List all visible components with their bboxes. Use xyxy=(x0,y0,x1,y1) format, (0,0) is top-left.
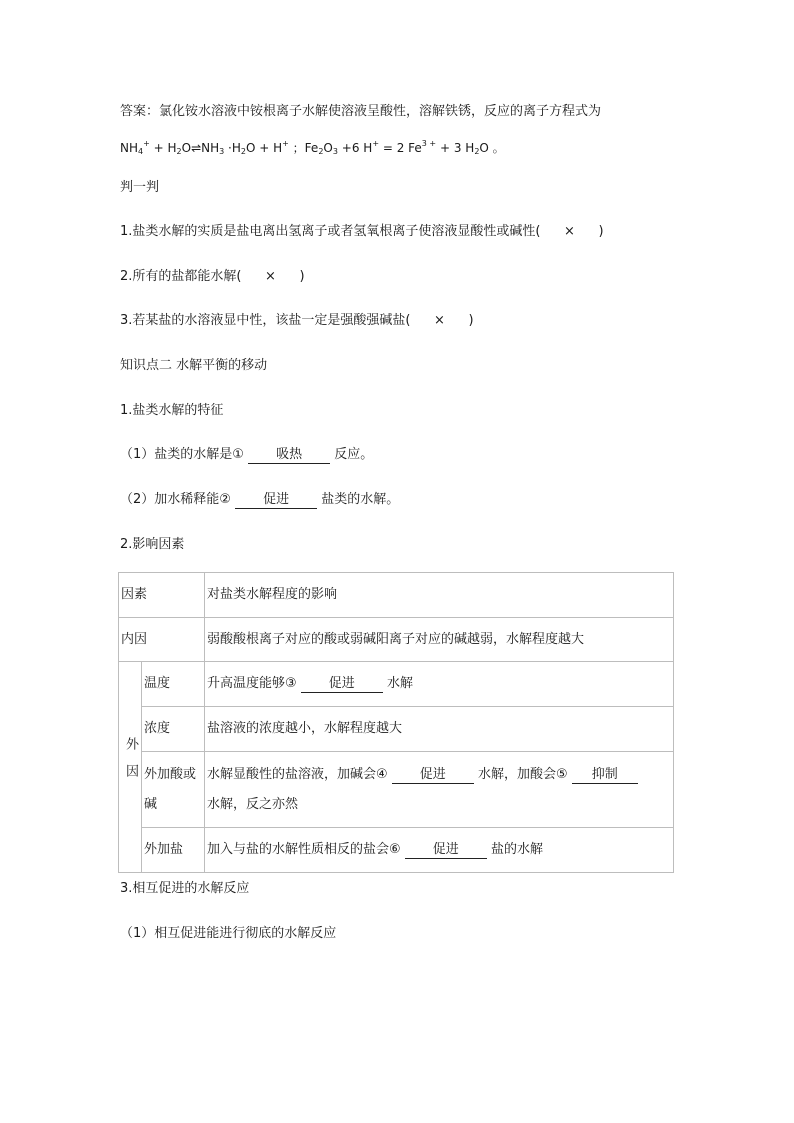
factors-table xyxy=(118,572,674,873)
section2-sub2: 2.影响因素 xyxy=(120,537,185,552)
judge-mark-3: × xyxy=(434,313,445,328)
section2-title: 知识点二 水解平衡的移动 xyxy=(120,358,268,373)
fill-blank-3: 促进 xyxy=(301,676,383,693)
table-header-effect: 对盐类水解程度的影响 xyxy=(205,573,674,618)
table-salt-text: 加入与盐的水解性质相反的盐会⑥ 促进 盐的水解 xyxy=(205,828,674,873)
table-temp-label: 温度 xyxy=(142,662,205,707)
table-row-inner xyxy=(119,618,674,662)
answer-equation: $NH_4^+$ + $H_2O\rightleftharpoons NH_3 \cdot H_2O + H^+$ ；$Fe_2O_3 +6$ H+ = 2 $Fe^{3 +} + 3$ $H_2O$ 。 xyxy=(120,139,505,156)
table-row-header xyxy=(119,573,674,618)
fill-blank-1: 吸热 xyxy=(248,447,330,464)
section2-p2: （2）加水稀释能② 促进 盐类的水解。 xyxy=(120,492,400,507)
table-salt-label: 外加盐 xyxy=(142,828,205,873)
answer-text: 答案：氯化铵水溶液中铵根离子水解使溶液呈酸性，溶解铁锈，反应的离子方程式为 xyxy=(120,104,602,119)
table-row-conc xyxy=(119,707,674,752)
fill-blank-4: 促进 xyxy=(392,767,474,784)
table-outer-label: 外因 xyxy=(119,662,142,873)
section3-p1: （1）相互促进能进行彻底的水解反应 xyxy=(120,926,337,941)
table-acid-label: 外加酸或 碱 xyxy=(142,752,205,828)
section2-sub1: 1.盐类水解的特征 xyxy=(120,403,224,418)
table-header-factor: 因素 xyxy=(119,573,205,618)
table-row-acid xyxy=(119,752,674,828)
table-row-salt xyxy=(119,828,674,873)
judge-mark-2: × xyxy=(265,269,276,284)
judge-item-2: 2.所有的盐都能水解( × ) xyxy=(120,269,305,284)
table-temp-text: 升高温度能够③ 促进 水解 xyxy=(205,662,674,707)
section3-title: 3.相互促进的水解反应 xyxy=(120,881,250,896)
judge-item-3: 3.若某盐的水溶液显中性，该盐一定是强酸强碱盐( × ) xyxy=(120,313,474,328)
fill-blank-5: 抑制 xyxy=(572,767,638,784)
table-acid-text: 水解显酸性的盐溶液，加碱会④ 促进 水解，加酸会⑤ 抑制 水解，反之亦然 xyxy=(205,752,674,828)
table-conc-label: 浓度 xyxy=(142,707,205,752)
section2-p1: （1）盐类的水解是① 吸热 反应。 xyxy=(120,447,374,462)
table-conc-text: 盐溶液的浓度越小，水解程度越大 xyxy=(205,707,674,752)
table-inner-label: 内因 xyxy=(119,618,205,662)
judge-mark-1: × xyxy=(564,224,575,239)
fill-blank-6: 促进 xyxy=(405,842,487,859)
judge-item-1: 1.盐类水解的实质是盐电离出氢离子或者氢氧根离子使溶液显酸性或碱性( × ) xyxy=(120,224,604,239)
table-inner-text: 弱酸酸根离子对应的酸或弱碱阳离子对应的碱越弱，水解程度越大 xyxy=(205,618,674,662)
judge-title: 判一判 xyxy=(120,180,160,195)
fill-blank-2: 促进 xyxy=(235,492,317,509)
table-row-temp xyxy=(119,662,674,707)
